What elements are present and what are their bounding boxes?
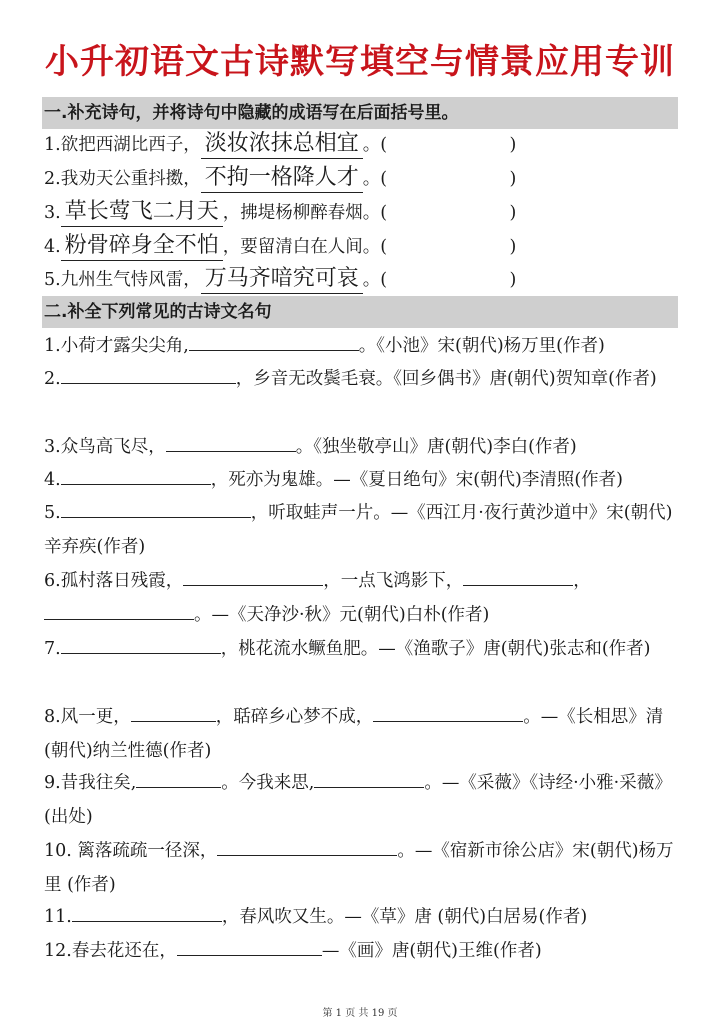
answer-blank[interactable] (136, 769, 221, 788)
item-text: 2. (44, 369, 61, 389)
item-text: ，乡音无改鬓毛衰。《回乡偶书》唐(朝代)贺知章(作者) (235, 369, 657, 389)
item-text: 。今我来思, (221, 773, 315, 793)
item-text: 3.众鸟高飞尽， (44, 437, 166, 457)
answer-blank[interactable] (61, 365, 236, 384)
item-text: 。—《采薇》《诗经·小雅·采薇》(出处) (44, 773, 672, 827)
item-text: 。—《宿新市徐公店》宋(朝代)杨万里 (作者) (44, 841, 674, 895)
item-text: 5.九州生气恃风雷， (44, 270, 201, 290)
item-text: 。《独坐敬亭山》唐(朝代)李白(作者) (295, 437, 577, 457)
section-2-item-1 (44, 329, 680, 363)
item-text: 6.孤村落日残霞， (44, 571, 184, 591)
section-2-heading: 二.补全下列常见的古诗文名句 (42, 296, 678, 328)
item-text: 。《小池》宋(朝代)杨万里(作者) (358, 336, 605, 356)
item-text: ，死亦为鬼雄。—《夏日绝句》宋(朝代)李清照(作者) (210, 470, 624, 490)
item-text: 。( ) (362, 270, 517, 290)
answer-text: 粉骨碎身全不怕 (61, 232, 223, 261)
item-text: 7. (44, 639, 61, 659)
item-text: 8.风一更， (44, 707, 131, 727)
answer-blank[interactable] (314, 769, 424, 788)
item-text: —《画》唐(朝代)王维(作者) (321, 941, 542, 961)
section-1-heading: 一.补充诗句，并将诗句中隐藏的成语写在后面括号里。 (42, 97, 678, 129)
item-text: ，一点飞鸿影下， (323, 571, 464, 591)
item-text: 4. (44, 470, 61, 490)
item-text: 4. (44, 237, 61, 257)
item-text: ， (573, 571, 591, 591)
item-text: ，聒碎乡心梦不成， (215, 707, 374, 727)
item-text: 12.春去花还在， (44, 941, 177, 961)
item-text: 。( ) (362, 135, 517, 155)
section-1-item-2 (44, 162, 680, 196)
section-1-item-5 (44, 263, 680, 297)
item-text: 1.小荷才露尖尖角, (44, 336, 189, 356)
item-text: 10. 篱落疏疏一径深， (44, 841, 218, 861)
answer-text: 不拘一格降人才 (201, 164, 363, 193)
answer-blank[interactable] (131, 703, 216, 722)
answer-blank[interactable] (217, 837, 397, 856)
section-2-item-3 (44, 430, 680, 464)
item-text: ，桃花流水鳜鱼肥。—《渔歌子》唐(朝代)张志和(作者) (220, 639, 651, 659)
section-1-item-3 (44, 196, 680, 230)
answer-blank[interactable] (61, 466, 211, 485)
answer-blank[interactable] (183, 567, 323, 586)
item-text: ，春风吹又生。—《草》唐 (朝代)白居易(作者) (221, 907, 588, 927)
answer-blank[interactable] (166, 433, 296, 452)
section-2-item-10 (44, 834, 680, 902)
item-text: 2.我劝天公重抖擞， (44, 169, 201, 189)
answer-blank[interactable] (189, 332, 359, 351)
answer-blank[interactable] (61, 499, 251, 518)
section-2-item-7 (44, 632, 680, 666)
item-text: 。—《长相思》清(朝代)纳兰性德(作者) (44, 707, 664, 761)
answer-text: 草长莺飞二月天 (61, 198, 223, 227)
answer-blank[interactable] (373, 703, 523, 722)
answer-blank[interactable] (61, 635, 221, 654)
section-2-item-5 (44, 496, 680, 564)
answer-blank[interactable] (177, 937, 322, 956)
section-2-item-11 (44, 900, 680, 934)
section-2-item-2 (44, 362, 680, 396)
section-2-item-12 (44, 934, 680, 968)
answer-text: 淡妆浓抹总相宜 (201, 130, 363, 159)
item-text: 5. (44, 503, 61, 523)
item-text: 。—《天净沙·秋》元(朝代)白朴(作者) (194, 605, 490, 625)
item-text: ，拂堤杨柳醉春烟。( ) (222, 203, 517, 223)
answer-blank[interactable] (72, 903, 222, 922)
item-text: 3. (44, 203, 61, 223)
section-2-item-9 (44, 766, 680, 834)
section-1-item-1 (44, 128, 680, 162)
page-title: 小升初语文古诗默写填空与情景应用专训 (45, 42, 675, 82)
item-text: 。( ) (362, 169, 517, 189)
answer-text: 万马齐喑究可哀 (201, 265, 363, 294)
item-text: 1.欲把西湖比西子， (44, 135, 201, 155)
item-text: ，要留清白在人间。( ) (222, 237, 517, 257)
answer-blank[interactable] (44, 601, 194, 620)
item-text: 9.昔我往矣, (44, 773, 137, 793)
section-1-item-4 (44, 230, 680, 264)
page-number: 第 1 页 共 19 页 (322, 1008, 398, 1019)
answer-blank[interactable] (463, 567, 573, 586)
section-2-item-4 (44, 463, 680, 497)
item-text: ，听取蛙声一片。—《西江月·夜行黄沙道中》宋(朝代)辛弃疾(作者) (44, 503, 673, 557)
section-2-item-6 (44, 564, 680, 632)
section-2-item-8 (44, 700, 680, 768)
item-text: 11. (44, 907, 72, 927)
